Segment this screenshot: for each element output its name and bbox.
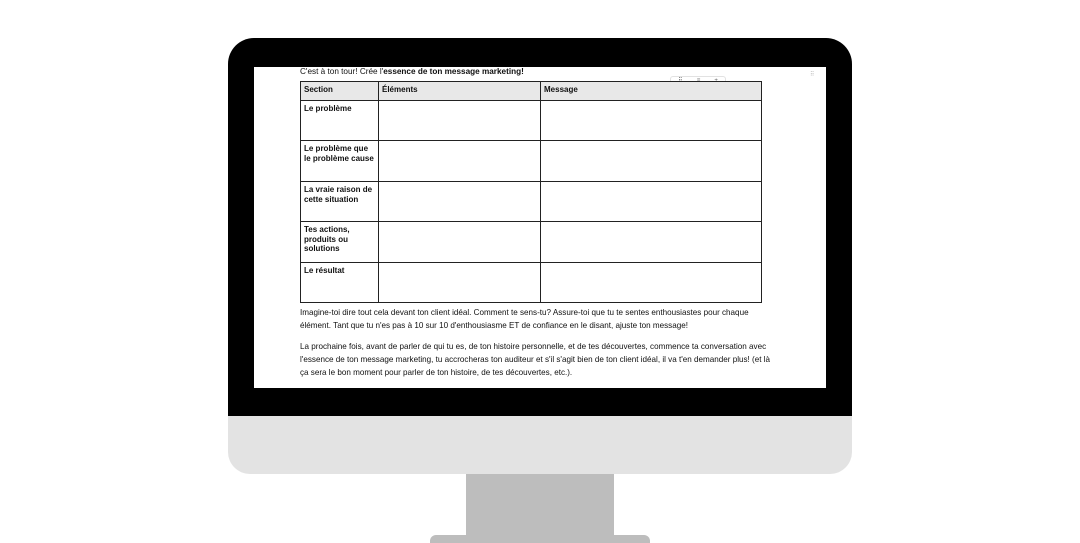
table-resize-handle-icon[interactable]: ⠿ bbox=[810, 72, 815, 78]
section-cell: Le problème que le problème cause bbox=[301, 141, 379, 182]
section-cell: Tes actions, produits ou solutions bbox=[301, 222, 379, 263]
header-elements: Éléments bbox=[379, 82, 541, 101]
monitor-stand bbox=[466, 474, 614, 540]
message-cell[interactable] bbox=[541, 141, 762, 182]
essence-table bbox=[300, 81, 762, 303]
monitor-screen bbox=[254, 67, 826, 388]
paragraph-reflection: Imagine-toi dire tout cela devant ton client idéal. Comment te sens-tu? Assure-toi que tu te sentes enthousiastes pour chaque élément. Tant que tu n'es pas à 10 sur 10 d'enthousiasme ET de confiance en le disant, ajuste ton message! bbox=[300, 308, 749, 330]
table-row bbox=[301, 182, 762, 222]
intro-text: C'est à ton tour! Crée l' bbox=[300, 67, 384, 76]
elements-cell[interactable] bbox=[379, 222, 541, 263]
table-row bbox=[301, 101, 762, 141]
intro-bold-text: essence de ton message marketing! bbox=[383, 67, 524, 76]
monitor-chin bbox=[228, 416, 852, 474]
elements-cell[interactable] bbox=[379, 141, 541, 182]
header-message: Message bbox=[541, 82, 762, 101]
section-cell: Le résultat bbox=[301, 263, 379, 303]
elements-cell[interactable] bbox=[379, 101, 541, 141]
section-cell: Le problème bbox=[301, 101, 379, 141]
table-header-row bbox=[301, 82, 762, 101]
elements-cell[interactable] bbox=[379, 182, 541, 222]
section-cell: La vraie raison de cette situation bbox=[301, 182, 379, 222]
table-row bbox=[301, 222, 762, 263]
message-cell[interactable] bbox=[541, 182, 762, 222]
document-page bbox=[300, 67, 815, 377]
table-row bbox=[301, 141, 762, 182]
paragraph-next-time: La prochaine fois, avant de parler de qui tu es, de ton histoire personnelle, et de tes découvertes, commence ta conversation avec l'essence de ton message marketing, tu accrocheras ton auditeur et s'il s'agit bien de ton client idéal, il va t'en demander plus! (et là ça sera le bon moment pour parler de ton histoire, de tes découvertes, etc.). bbox=[300, 342, 771, 377]
table-row bbox=[301, 263, 762, 303]
message-cell[interactable] bbox=[541, 222, 762, 263]
elements-cell[interactable] bbox=[379, 263, 541, 303]
message-cell[interactable] bbox=[541, 101, 762, 141]
message-cell[interactable] bbox=[541, 263, 762, 303]
monitor-stand-base bbox=[430, 535, 650, 543]
header-section: Section bbox=[301, 82, 379, 101]
